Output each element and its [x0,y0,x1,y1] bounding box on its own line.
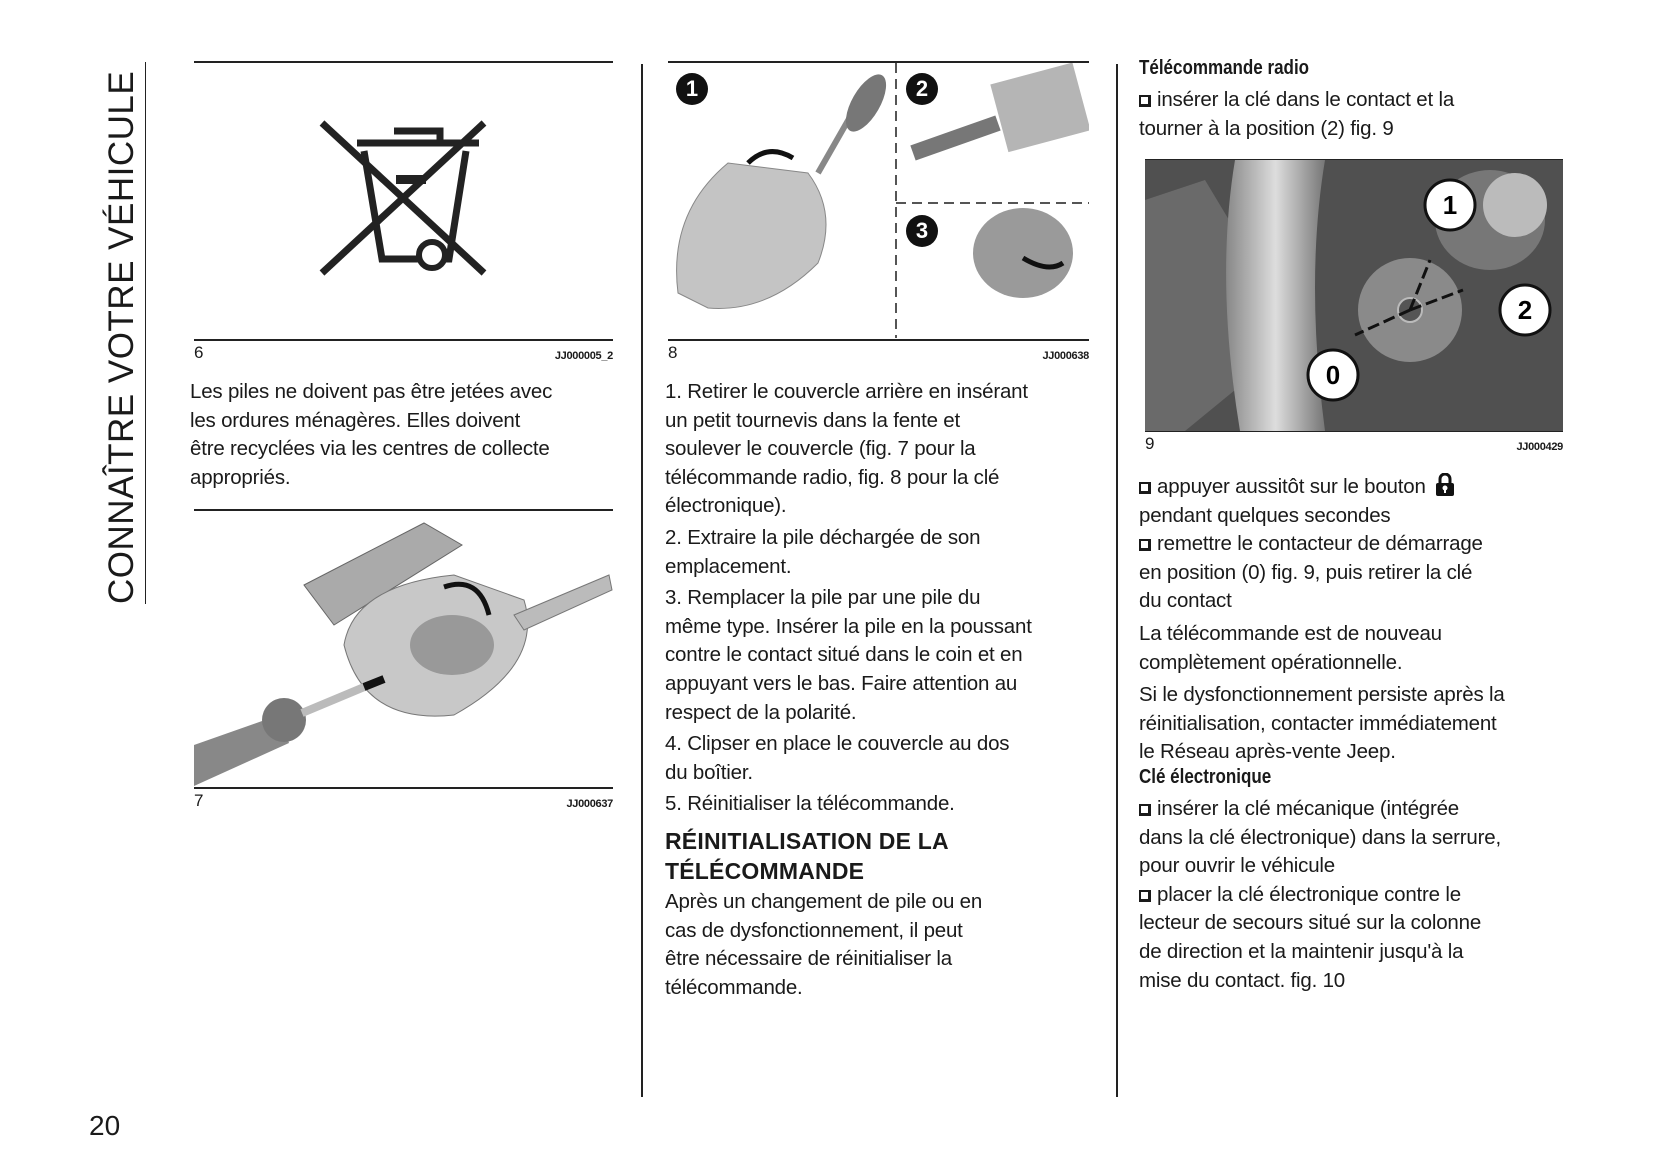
text-line: 4. Clipser en place le couvercle au dos [665,732,1010,756]
checkbox-bullet-icon [1139,482,1151,494]
figure-bottom-rule [194,339,613,341]
figure-number: 6 [194,343,204,362]
text-line [1139,86,1454,115]
text-line: complètement opérationnelle. [1139,650,1403,674]
text-line: réinitialisation, contacter immédiatement [1139,711,1497,735]
section-heading [665,826,949,886]
callout-0: 0 [1325,360,1341,390]
figure-code: JJ000638 [1042,350,1089,362]
text-line: télécommande radio, fig. 8 pour la clé [665,465,1000,489]
checkbox-bullet-icon [1139,890,1151,902]
text-line: appuyant vers le bas. Faire attention au [665,671,1018,695]
step-badge: 3 [906,215,938,247]
text-line: télécommande. [665,975,803,999]
text-line: Après un changement de pile ou en [665,890,983,913]
text-line: Les piles ne doivent pas être jetées avec [190,380,553,403]
text-line: en position (0) fig. 9, puis retirer la clé [1139,560,1473,584]
radio-step-1 [1139,86,1454,143]
text-line [1139,530,1505,559]
figure-number: 8 [668,343,678,362]
text-line: soulever le couvercle (fig. 7 pour la [665,437,976,461]
electronic-key-steps [1139,795,1501,995]
figure-code: JJ000637 [566,798,613,810]
text-line: pour ouvrir le véhicule [1139,854,1335,878]
text-line: même type. Insérer la pile en la poussant [665,614,1032,638]
subheading-electronic-key: Clé électronique [1139,766,1272,788]
text-line: un petit tournevis dans la fente et [665,408,961,432]
text-line: du boîtier. [665,760,753,784]
battery-disposal-text [190,378,552,492]
lock-icon [1435,473,1455,497]
column-divider [1116,64,1118,1097]
checkbox-bullet-icon [1139,539,1151,551]
figure-7-remote-battery [194,515,613,786]
ignition-switch-illustration [1145,160,1563,431]
text-line: électronique). [665,494,787,518]
text-span: insérer la clé mécanique (intégrée [1157,797,1460,820]
checkbox-bullet-icon [1139,95,1151,107]
text-line: les ordures ménagères. Elles doivent [190,408,521,432]
text-line: lecteur de secours situé sur la colonne [1139,911,1482,935]
text-line: 5. Réinitialiser la télécommande. [665,792,955,816]
battery-replacement-steps [665,378,1032,819]
text-line: emplacement. [665,554,792,578]
text-line: pendant quelques secondes [1139,503,1391,527]
text-line [1139,881,1501,910]
checkbox-bullet-icon [1139,804,1151,816]
step-badge: 1 [676,73,708,105]
text-line [1139,795,1501,824]
side-section-title: CONNAÎTRE VOTRE VÉHICULE [102,70,141,604]
text-span: appuyer aussitôt sur le bouton [1157,475,1426,498]
text-line: dans la clé électronique) dans la serrure, [1139,825,1501,849]
text-line: respect de la polarité. [665,700,857,724]
text-line: Si le dysfonctionnement persiste après la [1139,683,1505,707]
column-divider [641,64,643,1097]
crossed-out-bin-icon [194,63,613,338]
figure-number: 9 [1145,434,1155,453]
figure-8-key-battery-steps [668,63,1089,338]
text-line: tourner à la position (2) fig. 9 [1139,116,1394,140]
page-number: 20 [89,1110,121,1141]
text-line: 1. Retirer le couvercle arrière en insérant [665,380,1028,403]
text-line [1139,473,1505,502]
remote-key-illustration [194,515,613,786]
side-title-rule [145,62,146,604]
heading-line: TÉLÉCOMMANDE [665,858,865,884]
figure-top-rule [194,509,613,511]
electronic-key-illustration [668,63,1089,338]
text-span: remettre le contacteur de démarrage [1157,532,1483,556]
text-line: 3. Remplacer la pile par une pile du [665,586,981,610]
figure-bottom-rule [194,787,613,789]
figure-9-ignition [1145,159,1563,432]
figure-code: JJ000429 [1516,441,1563,453]
figure-bottom-rule [668,339,1089,341]
text-line: cas de dysfonctionnement, il peut [665,918,963,942]
step-badge: 2 [906,73,938,105]
text-line: être nécessaire de réinitialiser la [665,947,952,971]
text-line: le Réseau après-vente Jeep. [1139,740,1396,764]
text-line: mise du contact. fig. 10 [1139,968,1346,992]
radio-steps-continued [1139,473,1505,767]
text-line: 2. Extraire la pile déchargée de son [665,525,981,549]
figure-6-crossed-bin [194,63,613,338]
text-line: contre le contact situé dans le coin et en [665,643,1023,667]
callout-2: 2 [1517,295,1533,325]
text-line: de direction et la maintenir jusqu'à la [1139,939,1464,963]
text-span: placer la clé électronique contre le [1157,882,1461,906]
figure-code: JJ000005_2 [554,350,613,362]
reset-intro-text [665,888,982,1002]
heading-line: RÉINITIALISATION DE LA [665,828,949,854]
text-span: insérer la clé dans le contact et la [1157,88,1455,111]
text-line: être recyclées via les centres de collecte [190,437,550,461]
text-line: appropriés. [190,465,291,489]
figure-number: 7 [194,791,204,810]
text-line: du contact [1139,589,1232,613]
text-line: La télécommande est de nouveau [1139,621,1442,645]
callout-1: 1 [1442,190,1458,220]
subheading-radio-remote: Télécommande radio [1139,57,1310,79]
